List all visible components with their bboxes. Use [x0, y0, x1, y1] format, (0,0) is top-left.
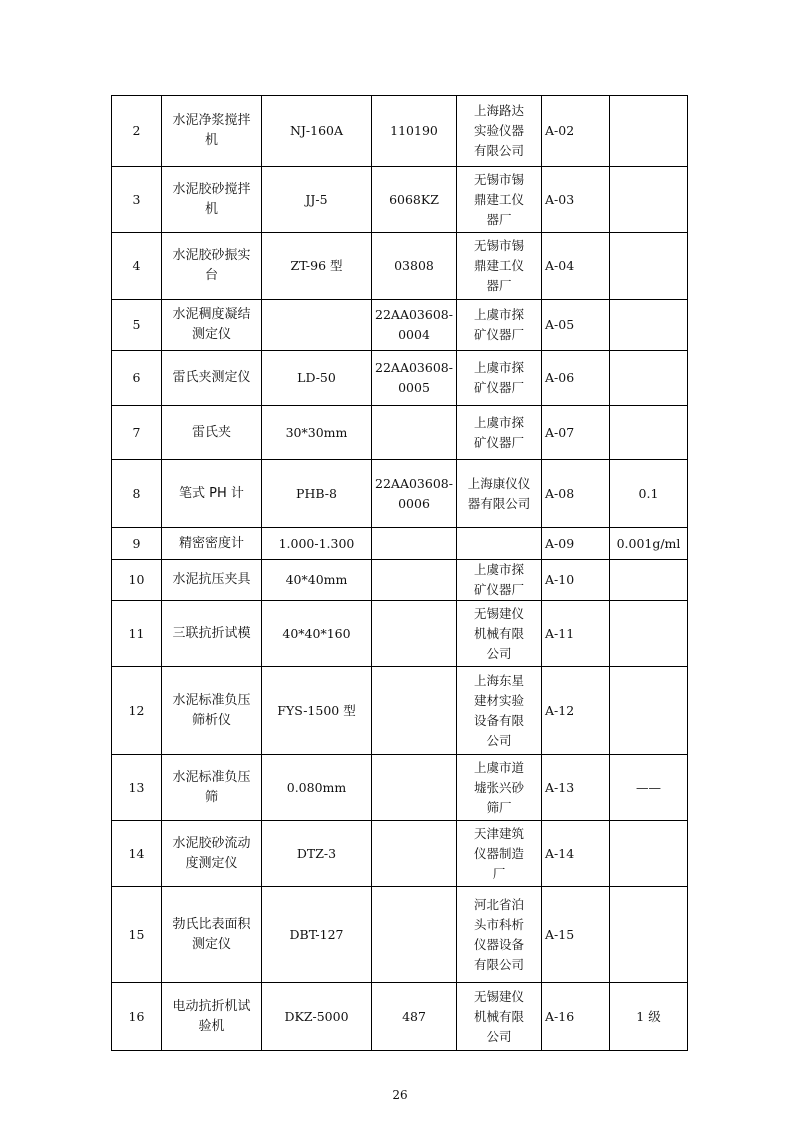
cell-line: 水泥标准负压	[172, 692, 251, 708]
cell-line: 水泥胶砂流动	[172, 835, 251, 851]
equipment-code-cell	[542, 351, 610, 406]
equipment-code-cell	[542, 300, 610, 351]
cell-text: A-04	[545, 258, 575, 273]
row-number-cell	[112, 601, 162, 667]
accuracy-cell	[610, 983, 688, 1051]
cell-line: 上虞市探	[473, 360, 524, 375]
cell-line: 天津建筑	[473, 825, 524, 841]
accuracy-cell	[610, 300, 688, 351]
cell-line: 6068KZ	[389, 191, 439, 207]
equipment-name-cell	[162, 755, 262, 821]
cell-line: 上虞市探	[473, 307, 524, 322]
accuracy-cell	[610, 667, 688, 755]
cell-line: 公司	[486, 1028, 512, 1044]
serial-number-cell	[372, 300, 457, 351]
manufacturer-cell	[457, 233, 542, 300]
cell-line: 器厂	[486, 211, 512, 227]
cell-text: 1 级	[636, 1008, 661, 1024]
manufacturer-cell	[457, 460, 542, 528]
cell-line: 器厂	[486, 278, 512, 293]
row-number-cell	[112, 96, 162, 167]
serial-number-cell	[372, 887, 457, 983]
equipment-name-cell	[162, 167, 262, 233]
equipment-name-cell	[162, 300, 262, 351]
cell-line: 有限公司	[473, 956, 524, 972]
equipment-table	[111, 95, 688, 1051]
equipment-code-cell	[542, 528, 610, 560]
equipment-name-cell	[162, 983, 262, 1051]
accuracy-cell	[610, 233, 688, 300]
cell-text: A-06	[545, 370, 575, 385]
cell-line: 筛厂	[486, 799, 512, 815]
table-row	[112, 233, 688, 300]
table-row	[112, 983, 688, 1051]
cell-text: 2	[132, 123, 141, 138]
cell-line: 03808	[394, 258, 434, 273]
cell-line: 上虞市探	[473, 414, 524, 430]
serial-number-cell	[372, 528, 457, 560]
manufacturer-cell	[457, 351, 542, 406]
cell-line: 22AA03608-	[375, 307, 453, 322]
cell-text: A-11	[545, 625, 575, 641]
serial-number-cell	[372, 601, 457, 667]
cell-text: A-09	[545, 535, 575, 551]
cell-line: 水泥稠度凝结	[172, 307, 251, 322]
cell-line: 上虞市道	[473, 759, 524, 775]
cell-line: 台	[204, 268, 218, 283]
cell-line: 0005	[398, 380, 430, 395]
table-row	[112, 821, 688, 887]
accuracy-cell	[610, 528, 688, 560]
cell-line: 雷氏夹测定仪	[172, 370, 251, 385]
cell-line: 上海路达	[473, 103, 524, 118]
table-row	[112, 601, 688, 667]
cell-text: A-08	[545, 485, 575, 501]
serial-number-cell	[372, 983, 457, 1051]
cell-line: 水泥净浆搅拌	[172, 113, 251, 128]
equipment-code-cell	[542, 560, 610, 601]
equipment-name-cell	[162, 667, 262, 755]
cell-line: 22AA03608-	[375, 360, 453, 375]
cell-text: 12	[128, 702, 145, 718]
manufacturer-cell	[457, 887, 542, 983]
cell-text: 6	[132, 370, 141, 385]
equipment-name-cell	[162, 351, 262, 406]
cell-text: A-16	[545, 1008, 575, 1024]
row-number-cell	[112, 351, 162, 406]
cell-line: 鼎建工仪	[473, 258, 524, 273]
equipment-name-cell	[162, 887, 262, 983]
cell-line: 实验仪器	[473, 123, 524, 138]
cell-line: 电动抗折机试	[172, 998, 251, 1014]
manufacturer-cell	[457, 821, 542, 887]
manufacturer-cell	[457, 96, 542, 167]
row-number-cell	[112, 755, 162, 821]
table-row	[112, 528, 688, 560]
model-cell	[262, 887, 372, 983]
cell-text: JJ-5	[305, 191, 328, 207]
cell-text: DKZ-5000	[284, 1008, 349, 1024]
table-row	[112, 887, 688, 983]
table-row	[112, 96, 688, 167]
manufacturer-cell	[457, 406, 542, 460]
cell-text: ——	[636, 779, 661, 795]
cell-text: 0.1	[638, 485, 659, 501]
row-number-cell	[112, 233, 162, 300]
cell-text: 14	[128, 845, 145, 861]
equipment-name-cell	[162, 528, 262, 560]
cell-line: 机	[204, 133, 218, 148]
model-cell	[262, 167, 372, 233]
row-number-cell	[112, 560, 162, 601]
cell-line: 机	[204, 201, 218, 217]
cell-line: 公司	[486, 645, 512, 661]
cell-text: A-14	[545, 845, 575, 861]
row-number-cell	[112, 887, 162, 983]
cell-line: 矿仪器厂	[473, 327, 524, 342]
row-number-cell	[112, 983, 162, 1051]
cell-text: 8	[132, 485, 141, 501]
cell-line: 水泥标准负压	[172, 769, 251, 785]
table-row	[112, 167, 688, 233]
equipment-code-cell	[542, 887, 610, 983]
cell-line: 矿仪器厂	[473, 582, 524, 597]
accuracy-cell	[610, 167, 688, 233]
model-cell	[262, 821, 372, 887]
serial-number-cell	[372, 167, 457, 233]
cell-line: 器有限公司	[467, 495, 531, 511]
manufacturer-cell	[457, 528, 542, 560]
serial-number-cell	[372, 821, 457, 887]
model-cell	[262, 460, 372, 528]
cell-line: 头市科析	[473, 916, 524, 932]
cell-line: 筛	[204, 789, 218, 805]
cell-text: 40*40mm	[285, 572, 348, 587]
cell-text: LD-50	[297, 370, 336, 385]
serial-number-cell	[372, 460, 457, 528]
cell-line: 勃氏比表面积	[172, 916, 251, 932]
cell-line: 上虞市探	[473, 562, 524, 577]
cell-text: A-10	[545, 572, 575, 587]
cell-line: 测定仪	[191, 936, 231, 952]
cell-line: 设备有限	[473, 712, 524, 728]
cell-line: 河北省泊	[473, 896, 524, 912]
table-row	[112, 460, 688, 528]
serial-number-cell	[372, 96, 457, 167]
row-number-cell	[112, 460, 162, 528]
cell-line: 水泥胶砂搅拌	[172, 181, 251, 197]
row-number-cell	[112, 821, 162, 887]
table-row	[112, 667, 688, 755]
row-number-cell	[112, 167, 162, 233]
cell-line: 无锡市锡	[473, 238, 524, 253]
row-number-cell	[112, 406, 162, 460]
equipment-code-cell	[542, 667, 610, 755]
cell-line: 测定仪	[191, 327, 231, 342]
cell-text: 11	[128, 625, 145, 641]
cell-line: 矿仪器厂	[473, 380, 524, 395]
cell-line: 上海康仪仪	[467, 475, 531, 491]
accuracy-cell	[610, 755, 688, 821]
serial-number-cell	[372, 351, 457, 406]
cell-text: 13	[128, 779, 145, 795]
accuracy-cell	[610, 351, 688, 406]
cell-text: A-07	[545, 424, 575, 440]
cell-line: 487	[402, 1008, 426, 1024]
equipment-name-cell	[162, 821, 262, 887]
cell-text: A-02	[545, 123, 575, 138]
cell-text: 4	[132, 258, 141, 273]
manufacturer-cell	[457, 667, 542, 755]
model-cell	[262, 560, 372, 601]
model-cell	[262, 351, 372, 406]
cell-text: 0.080mm	[286, 779, 347, 795]
manufacturer-cell	[457, 167, 542, 233]
cell-line: 有限公司	[473, 143, 524, 158]
model-cell	[262, 601, 372, 667]
serial-number-cell	[372, 560, 457, 601]
cell-line: 仪器制造	[473, 845, 524, 861]
equipment-code-cell	[542, 460, 610, 528]
cell-line: 水泥抗压夹具	[172, 572, 251, 587]
cell-line: 验机	[198, 1018, 225, 1034]
cell-line: 无锡建仪	[473, 988, 524, 1004]
cell-text: NJ-160A	[289, 123, 344, 138]
cell-line: 0004	[398, 327, 430, 342]
accuracy-cell	[610, 821, 688, 887]
cell-line: 厂	[492, 865, 506, 881]
cell-text: 9	[132, 535, 141, 551]
cell-line: 公司	[486, 732, 512, 748]
cell-text: A-05	[545, 317, 575, 332]
cell-text: FYS-1500 型	[277, 702, 356, 718]
row-number-cell	[112, 667, 162, 755]
cell-line: 建材实验	[473, 692, 524, 708]
cell-line: 笔式 PH 计	[179, 485, 244, 501]
cell-text: 7	[132, 424, 141, 440]
cell-text: A-13	[545, 779, 575, 795]
accuracy-cell	[610, 601, 688, 667]
cell-line: 矿仪器厂	[473, 434, 524, 450]
equipment-name-cell	[162, 560, 262, 601]
cell-line: 度测定仪	[185, 855, 238, 871]
cell-text: A-12	[545, 702, 575, 718]
cell-text: DTZ-3	[296, 845, 337, 861]
model-cell	[262, 406, 372, 460]
manufacturer-cell	[457, 300, 542, 351]
equipment-code-cell	[542, 821, 610, 887]
accuracy-cell	[610, 406, 688, 460]
model-cell	[262, 96, 372, 167]
cell-line: 110190	[390, 123, 438, 138]
cell-line: 机械有限	[473, 1008, 524, 1024]
cell-line: 筛析仪	[191, 712, 231, 728]
serial-number-cell	[372, 667, 457, 755]
model-cell	[262, 233, 372, 300]
table-row	[112, 406, 688, 460]
table-row	[112, 300, 688, 351]
table-row	[112, 351, 688, 406]
cell-text: A-03	[545, 191, 575, 207]
row-number-cell	[112, 528, 162, 560]
cell-line: 精密密度计	[178, 535, 244, 551]
cell-line: 墟张兴砂	[473, 779, 524, 795]
cell-text: A-15	[545, 926, 575, 942]
cell-text: 1.000-1.300	[278, 535, 355, 551]
equipment-code-cell	[542, 983, 610, 1051]
equipment-name-cell	[162, 601, 262, 667]
equipment-code-cell	[542, 406, 610, 460]
accuracy-cell	[610, 560, 688, 601]
manufacturer-cell	[457, 601, 542, 667]
cell-text: 16	[128, 1008, 145, 1024]
cell-text: 3	[132, 191, 141, 207]
cell-line: 三联抗折试模	[172, 625, 251, 641]
manufacturer-cell	[457, 560, 542, 601]
equipment-name-cell	[162, 460, 262, 528]
equipment-name-cell	[162, 233, 262, 300]
cell-line: 上海东星	[473, 672, 524, 688]
cell-line: 0006	[398, 495, 430, 511]
cell-text: 10	[128, 572, 145, 587]
model-cell	[262, 983, 372, 1051]
serial-number-cell	[372, 755, 457, 821]
equipment-code-cell	[542, 233, 610, 300]
equipment-name-cell	[162, 406, 262, 460]
table-row	[112, 755, 688, 821]
equipment-code-cell	[542, 167, 610, 233]
cell-line: 无锡市锡	[473, 171, 524, 187]
equipment-table-body	[112, 96, 688, 1051]
model-cell	[262, 667, 372, 755]
model-cell	[262, 755, 372, 821]
manufacturer-cell	[457, 983, 542, 1051]
cell-text: PHB-8	[296, 485, 337, 501]
serial-number-cell	[372, 233, 457, 300]
accuracy-cell	[610, 460, 688, 528]
cell-text: ZT-96 型	[290, 258, 343, 273]
equipment-code-cell	[542, 601, 610, 667]
page-number: 26	[392, 1088, 408, 1102]
cell-line: 仪器设备	[473, 936, 524, 952]
cell-line: 22AA03608-	[375, 475, 453, 491]
cell-text: DBT-127	[289, 926, 344, 942]
cell-text: 5	[132, 317, 141, 332]
equipment-code-cell	[542, 755, 610, 821]
cell-line: 雷氏夹	[191, 424, 231, 440]
cell-line: 机械有限	[473, 625, 524, 641]
table-row	[112, 560, 688, 601]
accuracy-cell	[610, 887, 688, 983]
row-number-cell	[112, 300, 162, 351]
cell-line: 无锡建仪	[473, 605, 524, 621]
cell-text: 15	[128, 926, 145, 942]
cell-text: 0.001g/ml	[616, 535, 681, 551]
cell-line: 水泥胶砂振实	[172, 248, 251, 263]
model-cell	[262, 528, 372, 560]
cell-line: 鼎建工仪	[473, 191, 524, 207]
equipment-name-cell	[162, 96, 262, 167]
cell-text: 30*30mm	[285, 424, 348, 440]
accuracy-cell	[610, 96, 688, 167]
cell-text: 40*40*160	[282, 625, 351, 641]
equipment-code-cell	[542, 96, 610, 167]
manufacturer-cell	[457, 755, 542, 821]
model-cell	[262, 300, 372, 351]
serial-number-cell	[372, 406, 457, 460]
